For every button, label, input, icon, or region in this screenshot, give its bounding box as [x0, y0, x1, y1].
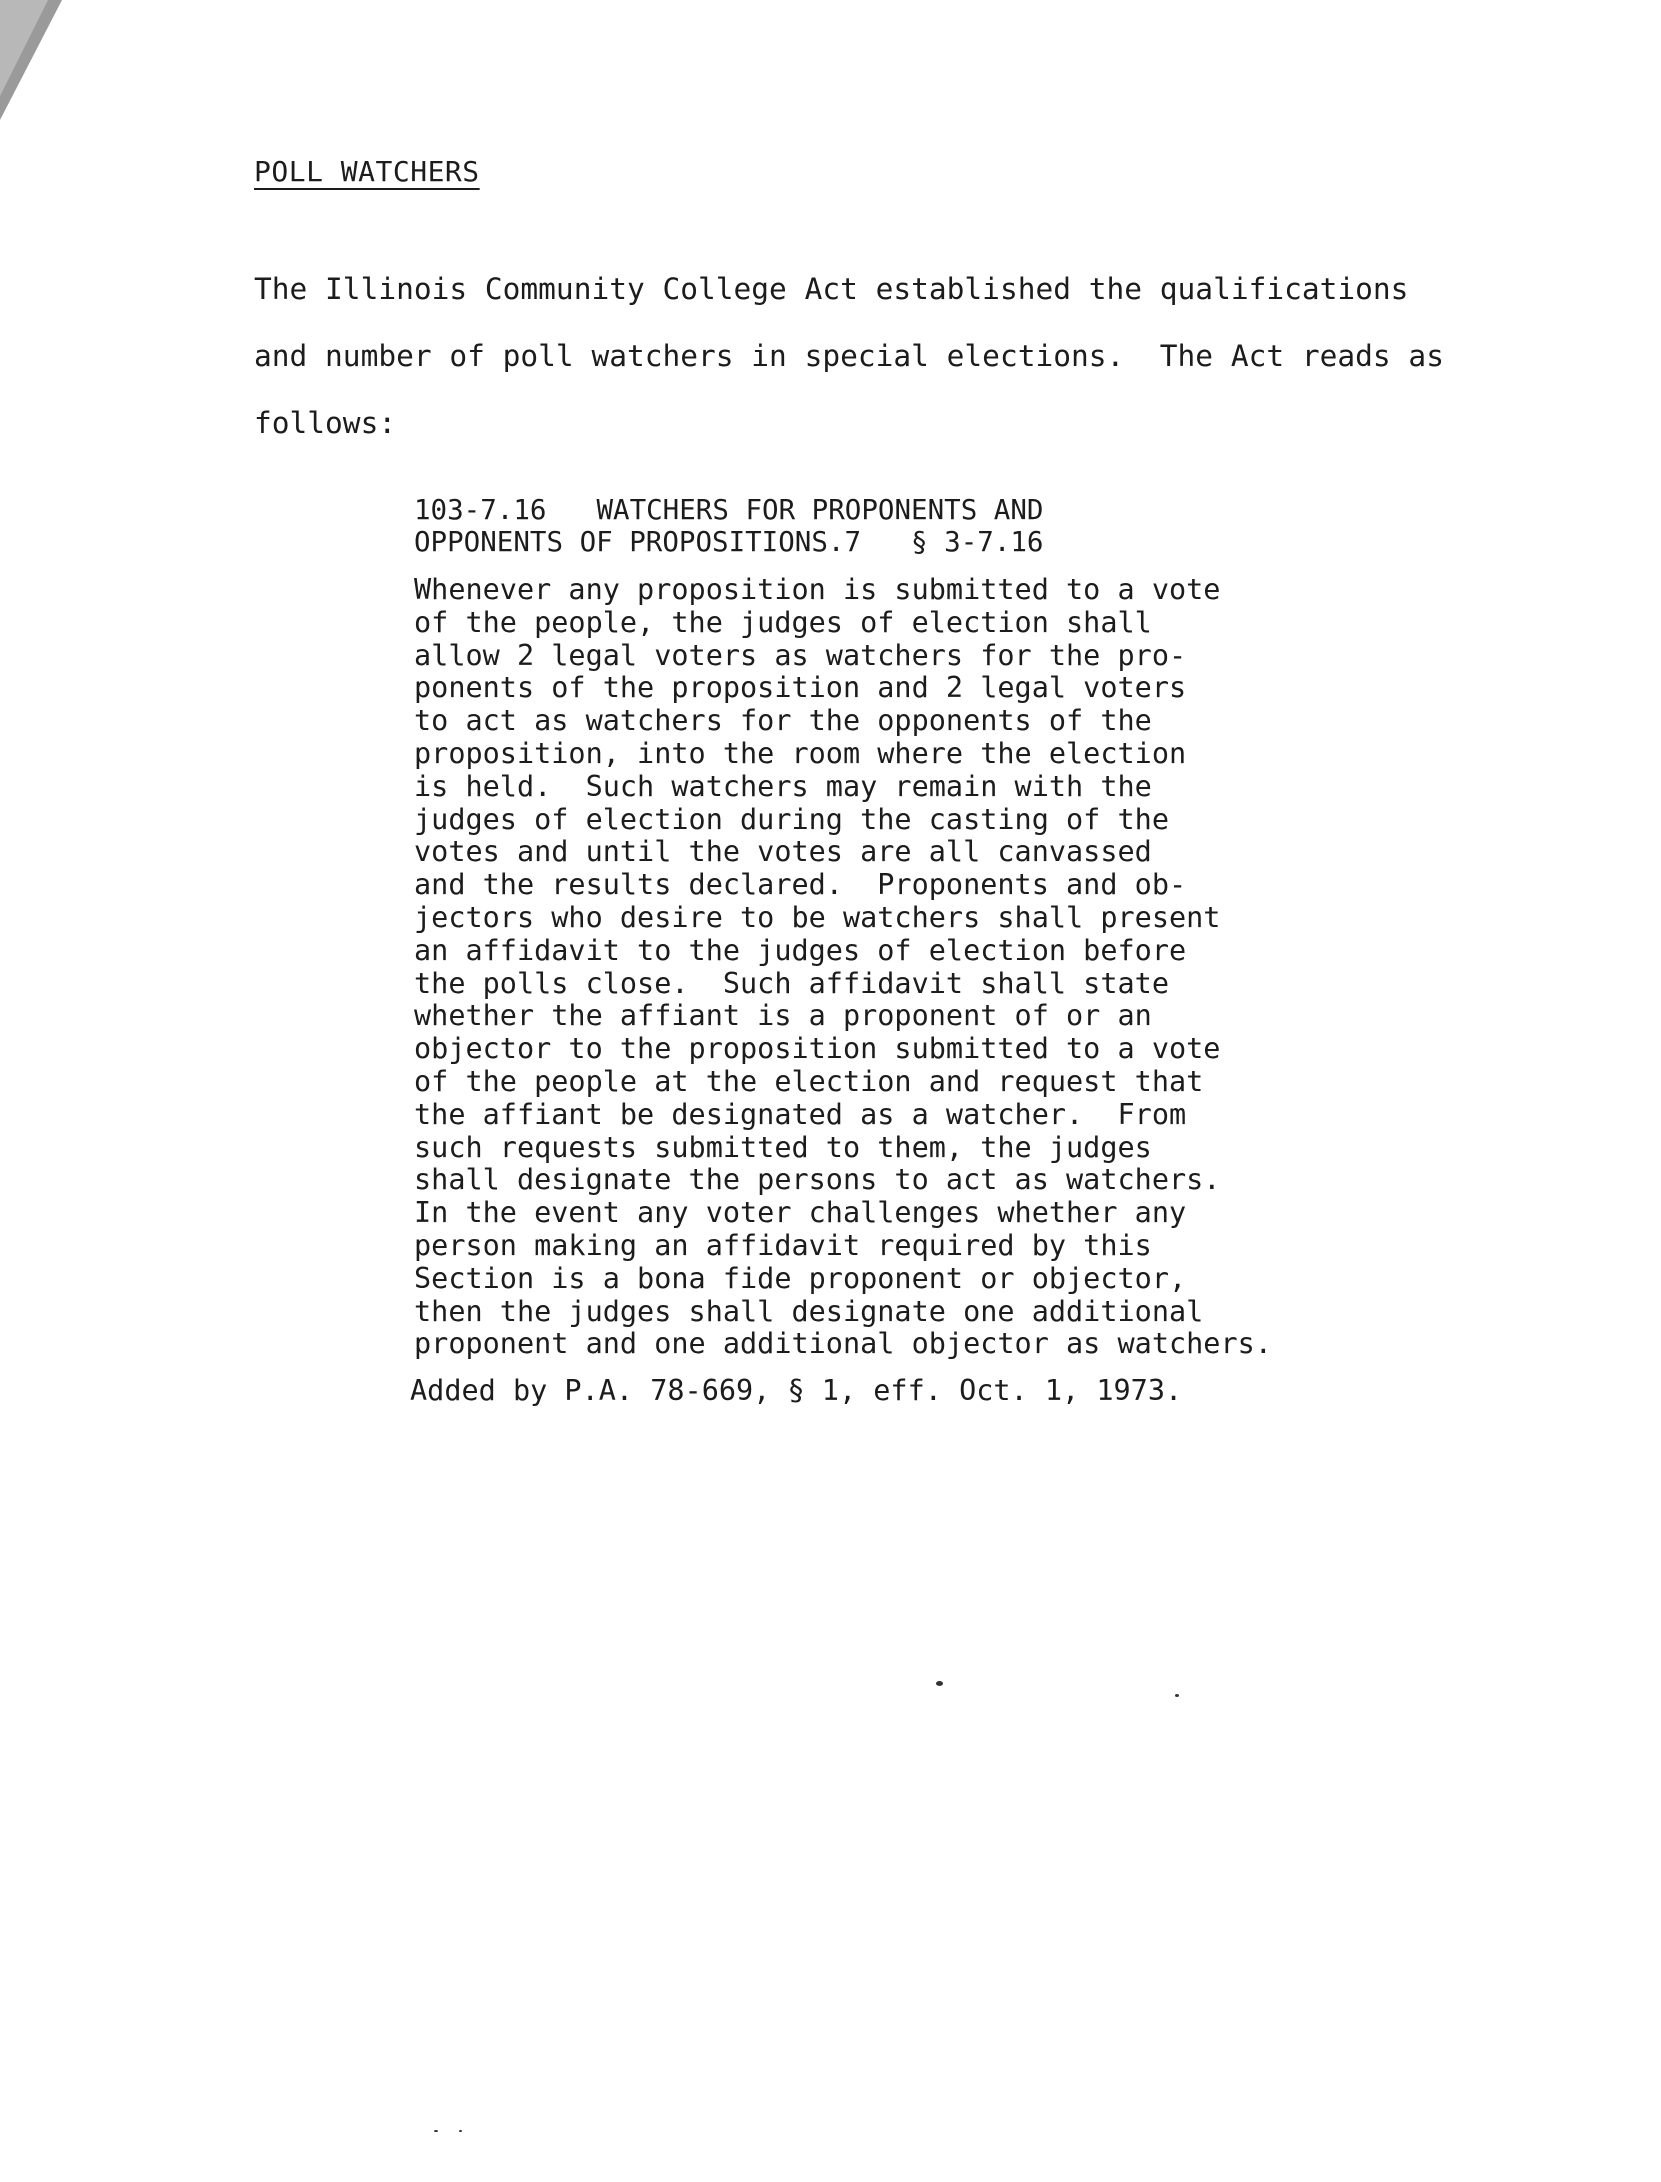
statute-number: 103-7.16 [414, 494, 547, 526]
ink-speck [1175, 1694, 1179, 1697]
ink-speck [459, 2130, 462, 2132]
statute-body-line: the polls close. Such affidavit shall state [414, 966, 1169, 1000]
statute-body-line: an affidavit to the judges of election before [414, 933, 1187, 967]
statute-body-line: shall designate the persons to act as watchers. [414, 1163, 1221, 1197]
statute-body-line: objector to the proposition submitted to a vote [414, 1032, 1221, 1066]
statute-body [414, 574, 1284, 1361]
statute-body-line: whether the affiant is a proponent of or an [414, 999, 1152, 1033]
statute-quote [410, 494, 1284, 1408]
statute-body-line: then the judges shall designate one additional [414, 1294, 1204, 1328]
statute-body-line: Section is a bona fide proponent or objector, [414, 1261, 1187, 1295]
statute-body-line: proponent and one additional objector as watchers. [414, 1327, 1272, 1361]
statute-body-line: is held. Such watchers may remain with the [414, 769, 1152, 803]
statute-heading-line1: WATCHERS FOR PROPONENTS AND [596, 494, 1044, 526]
folded-corner-shadow [0, 0, 90, 130]
statute-body-line: allow 2 legal voters as watchers for the pro- [414, 638, 1187, 672]
intro-line: The Illinois Community College Act established the qualifications [254, 272, 1409, 306]
intro-line: follows: [254, 406, 397, 440]
statute-body-line: Whenever any proposition is submitted to a vote [414, 573, 1221, 606]
intro-paragraph [254, 256, 1444, 457]
statute-history-note: Added by P.A. 78-669, § 1, eff. Oct. 1, 1973. [410, 1374, 1183, 1408]
statute-body-line: proposition, into the room where the election [414, 736, 1187, 770]
statute-body-line: to act as watchers for the opponents of the [414, 704, 1152, 738]
statute-body-line: such requests submitted to them, the judges [414, 1130, 1152, 1164]
statute-body-line: jectors who desire to be watchers shall present [414, 900, 1221, 934]
page-title: POLL WATCHERS [254, 155, 480, 188]
statute-body-line: ponents of the proposition and 2 legal voters [414, 671, 1187, 705]
statute-body-line: and the results declared. Proponents and ob- [414, 868, 1187, 902]
statute-body-line: the affiant be designated as a watcher. From [414, 1097, 1187, 1131]
statute-body-line: In the event any voter challenges whether any [414, 1196, 1187, 1230]
statute-heading [414, 494, 1284, 558]
statute-body-line: judges of election during the casting of the [414, 802, 1169, 836]
ink-speck [936, 1681, 943, 1686]
statute-section-ref: § 3-7.16 [911, 526, 1044, 558]
statute-heading-line2: OPPONENTS OF PROPOSITIONS.7 [414, 526, 862, 558]
statute-body-line: person making an affidavit required by this [414, 1228, 1152, 1262]
statute-body-line: of the people, the judges of election shall [414, 605, 1152, 639]
intro-line: and number of poll watchers in special elections. The Act reads as [254, 339, 1444, 373]
statute-body-line: of the people at the election and request that [414, 1064, 1204, 1098]
ink-speck [434, 2130, 438, 2132]
statute-body-line: votes and until the votes are all canvassed [414, 835, 1152, 869]
